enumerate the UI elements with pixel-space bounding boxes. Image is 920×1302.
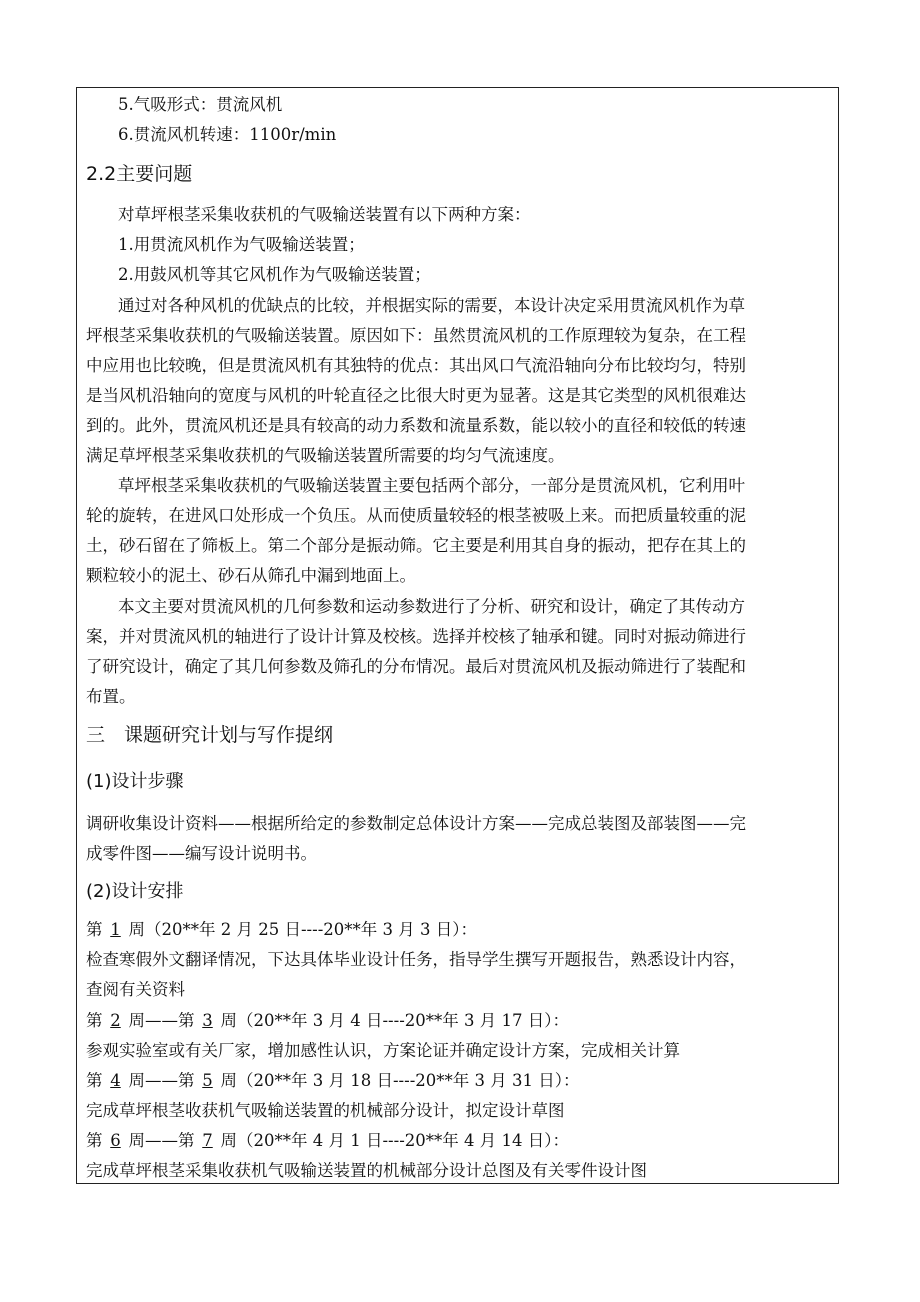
- schedule-task-line: 完成草坪根茎收获机气吸输送装置的机械部分设计，拟定设计草图: [86, 1101, 565, 1120]
- schedule-task-line: 检查寒假外文翻译情况，下达具体毕业设计任务，指导学生撰写开题报告，熟悉设计内容，: [86, 950, 746, 969]
- week-number: 1: [110, 920, 121, 939]
- option-2: 2.用鼓风机等其它风机作为气吸输送装置；: [118, 265, 431, 284]
- week-number: 7: [202, 1131, 213, 1150]
- paragraph-2-line: 轮的旋转，在进风口处形成一个负压。从而使质量较轻的根茎被吸上来。而把质量较重的泥: [86, 506, 746, 525]
- section-3-heading: 三 课题研究计划与写作提纲: [86, 724, 334, 746]
- paragraph-1-line: 满足草坪根茎采集收获机的气吸输送装置所需要的均匀气流速度。: [86, 446, 565, 465]
- week-number: 6: [110, 1131, 121, 1150]
- schedule-week-line: 第 4 周——第 5 周（20**年 3 月 18 日----20**年 3 月 31 日）：: [86, 1071, 580, 1090]
- design-steps-line: 调研收集设计资料——根据所给定的参数制定总体设计方案——完成总装图及部装图——完: [86, 814, 746, 833]
- design-steps-line: 成零件图——编写设计说明书。: [86, 844, 317, 863]
- paragraph-3-line: 了研究设计，确定了其几何参数及筛孔的分布情况。最后对贯流风机及振动筛进行了装配和: [86, 657, 746, 676]
- param-item-6: 6.贯流风机转速：1100r/min: [118, 125, 337, 144]
- paragraph-1-line: 到的。此外，贯流风机还是具有较高的动力系数和流量系数，能以较小的直径和较低的转速: [86, 416, 746, 435]
- section-2-2-intro: 对草坪根茎采集收获机的气吸输送装置有以下两种方案：: [118, 205, 531, 224]
- param-item-5: 5.气吸形式：贯流风机: [118, 95, 283, 114]
- paragraph-1-line: 通过对各种风机的优缺点的比较，并根据实际的需要，本设计决定采用贯流风机作为草: [118, 296, 745, 315]
- schedule-week-line: 第 1 周（20**年 2 月 25 日----20**年 3 月 3 日）：: [86, 920, 477, 939]
- week-number: 5: [202, 1071, 213, 1090]
- paragraph-1-line: 是当风机沿轴向的宽度与风机的叶轮直径之比很大时更为显著。这是其它类型的风机很难达: [86, 386, 746, 405]
- paragraph-1-line: 中应用也比较晚，但是贯流风机有其独特的优点：其出风口气流沿轴向分布比较均匀，特别: [86, 356, 746, 375]
- schedule-task-line: 参观实验室或有关厂家，增加感性认识，方案论证并确定设计方案，完成相关计算: [86, 1041, 680, 1060]
- section-2-2-heading: 2.2主要问题: [86, 163, 193, 185]
- schedule-week-line: 第 6 周——第 7 周（20**年 4 月 1 日----20**年 4 月 14 日）：: [86, 1131, 569, 1150]
- week-number: 2: [110, 1011, 121, 1030]
- schedule-week-line: 第 2 周——第 3 周（20**年 3 月 4 日----20**年 3 月 17 日）：: [86, 1011, 569, 1030]
- paragraph-2-line: 草坪根茎采集收获机的气吸输送装置主要包括两个部分，一部分是贯流风机，它利用叶: [118, 476, 745, 495]
- paragraph-2-line: 土，砂石留在了筛板上。第二个部分是振动筛。它主要是利用其自身的振动，把存在其上的: [86, 536, 746, 555]
- paragraph-2-line: 颗粒较小的泥土、砂石从筛孔中漏到地面上。: [86, 566, 416, 585]
- schedule-task-line: 完成草坪根茎采集收获机气吸输送装置的机械部分设计总图及有关零件设计图: [86, 1161, 647, 1180]
- schedule-task-line: 查阅有关资料: [86, 980, 185, 999]
- design-schedule-heading: (2)设计安排: [86, 881, 184, 902]
- week-number: 3: [202, 1011, 213, 1030]
- paragraph-1-line: 坪根茎采集收获机的气吸输送装置。原因如下：虽然贯流风机的工作原理较为复杂，在工程: [86, 326, 746, 345]
- design-steps-heading: (1)设计步骤: [86, 771, 184, 792]
- paragraph-3-line: 布置。: [86, 687, 136, 706]
- paragraph-3-line: 本文主要对贯流风机的几何参数和运动参数进行了分析、研究和设计，确定了其传动方: [118, 597, 745, 616]
- option-1: 1.用贯流风机作为气吸输送装置；: [118, 235, 365, 254]
- week-number: 4: [110, 1071, 121, 1090]
- paragraph-3-line: 案，并对贯流风机的轴进行了设计计算及校核。选择并校核了轴承和键。同时对振动筛进行: [86, 627, 746, 646]
